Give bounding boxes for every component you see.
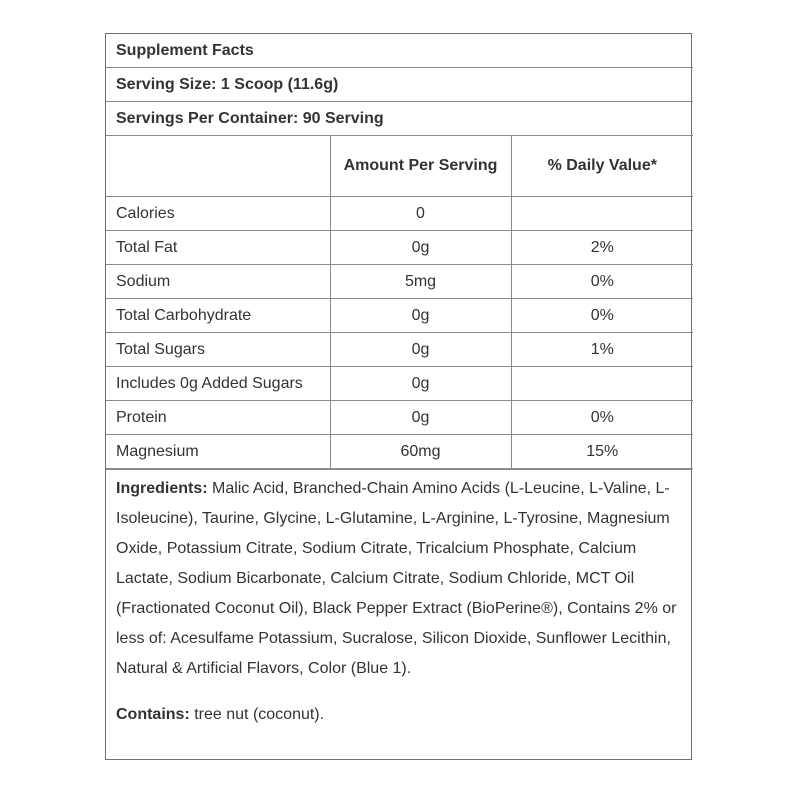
nutrient-daily-value: 15% [511,435,693,469]
column-header-daily-value: % Daily Value* [511,136,693,197]
table-row [106,435,693,469]
nutrient-name: Total Sugars [106,333,330,367]
contains-text: tree nut (coconut). [194,706,325,723]
nutrient-name: Protein [106,401,330,435]
column-header-amount: Amount Per Serving [330,136,511,197]
title-row [106,34,693,68]
ingredients-paragraph [116,474,681,684]
nutrient-daily-value: 0% [511,265,693,299]
nutrient-amount: 0g [330,333,511,367]
servings-per-container-row [106,102,693,136]
nutrient-daily-value [511,197,693,231]
ingredients-label: Ingredients: [116,480,208,497]
nutrient-name: Total Fat [106,231,330,265]
table-row [106,367,693,401]
column-header-row [106,136,693,197]
nutrient-amount: 60mg [330,435,511,469]
table-row [106,197,693,231]
table-row [106,401,693,435]
nutrient-amount: 0g [330,231,511,265]
table-row [106,265,693,299]
nutrient-daily-value: 0% [511,299,693,333]
table-row [106,231,693,265]
nutrient-daily-value [511,367,693,401]
label-notes [106,469,691,759]
nutrient-name: Includes 0g Added Sugars [106,367,330,401]
column-header-blank [106,136,330,197]
ingredients-text: Malic Acid, Branched-Chain Amino Acids (L-Leucine, L-Valine, L-Isoleucine), Taurine, Glycine, L-Glutamine, L-Arginine, L-Tyrosine, Magnesium Oxide, Potassium Citrate, Sodium Citrate, Tricalcium Phosphate, Calcium Lactate, Sodium Bicarbonate, Calcium Citrate, Sodium Chloride, MCT Oil (Fractionated Coconut Oil), Black Pepper Extract (BioPerine®), Contains 2% or less of: Acesulfame Potassium, Sucralose, Silicon Dioxide, Sunflower Lecithin, Natural & Artificial Flavors, Color (Blue 1). [116,480,677,677]
nutrient-daily-value: 1% [511,333,693,367]
table-row [106,333,693,367]
table-row [106,299,693,333]
supplement-facts-panel [105,33,692,760]
nutrient-name: Total Carbohydrate [106,299,330,333]
contains-label: Contains: [116,706,190,723]
nutrient-amount: 0g [330,401,511,435]
nutrient-name: Magnesium [106,435,330,469]
nutrient-amount: 0g [330,367,511,401]
nutrient-daily-value: 2% [511,231,693,265]
nutrient-amount: 5mg [330,265,511,299]
nutrient-amount: 0g [330,299,511,333]
nutrient-daily-value: 0% [511,401,693,435]
nutrient-name: Sodium [106,265,330,299]
nutrient-amount: 0 [330,197,511,231]
nutrient-name: Calories [106,197,330,231]
serving-size: Serving Size: 1 Scoop (11.6g) [106,68,693,102]
servings-per-container: Servings Per Container: 90 Serving [106,102,693,136]
serving-size-row [106,68,693,102]
contains-paragraph [116,700,681,730]
supplement-facts-table [106,34,693,469]
facts-title: Supplement Facts [106,34,693,68]
